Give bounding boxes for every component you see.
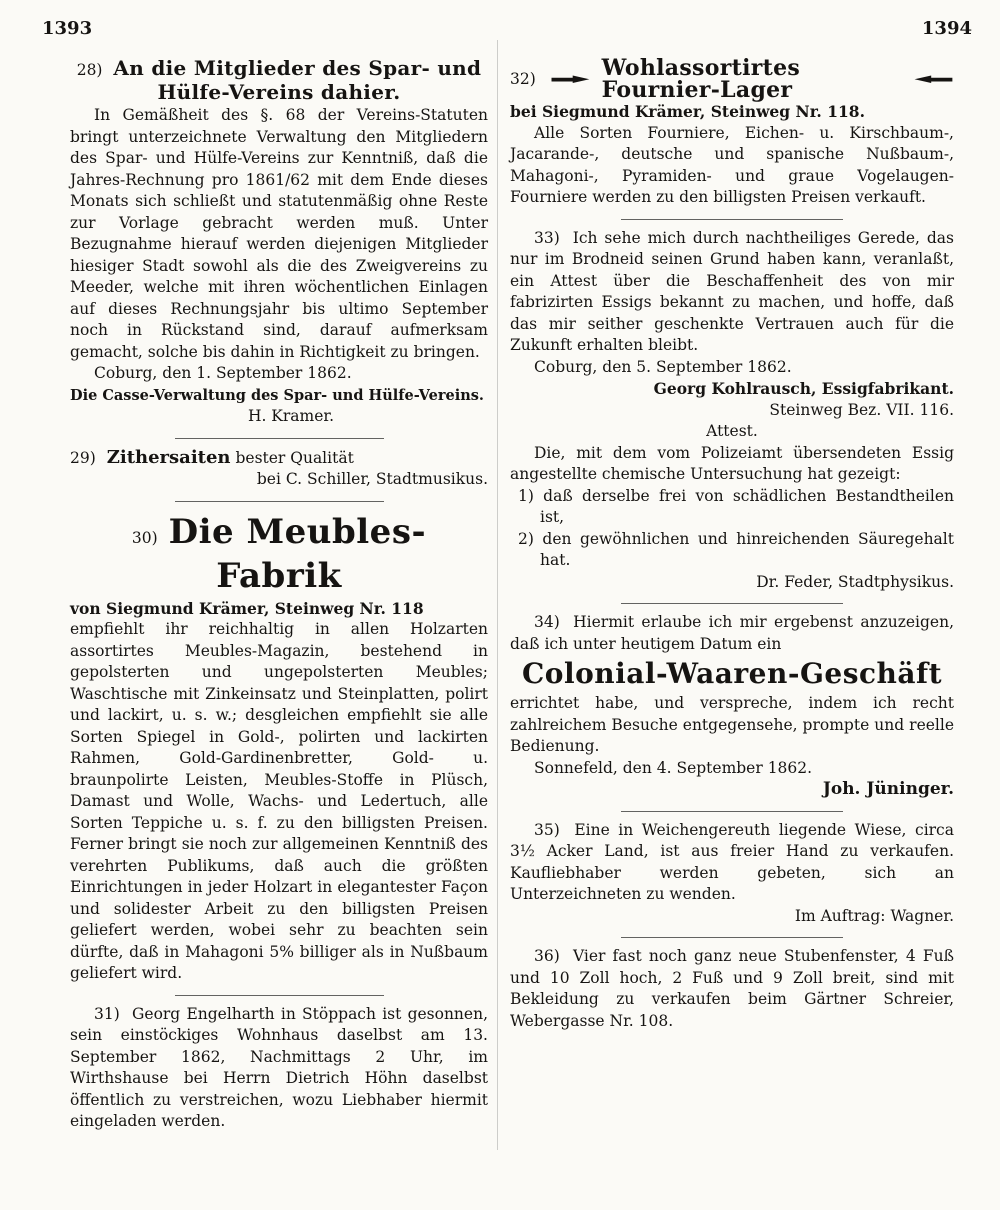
left-column (70, 58, 488, 1143)
ad-date: Coburg, den 5. September 1862. (534, 357, 792, 376)
ad-number: 34) (534, 613, 560, 631)
divider (621, 937, 843, 938)
ad-28 (70, 58, 488, 428)
divider (175, 995, 384, 996)
pointing-hand-icon (550, 71, 594, 89)
ad-body: In Gemäßheit des §. 68 der Vereins-Statuten bringt unterzeichnete Verwaltung den Mitgliedern des Spar- und Hülfe-Vereins zur Kenntniß, daß die Jahres-Rechnung pro 1861/62 mit dem Ende dieses Monats sich schließt und statutenmäßig ohne Reste zur Vorlage gebracht werden muß. Unter Bezugnahme hierauf werden diejenigen Mitglieder hiesiger Stadt sowohl als die des Zweigvereins zu Meeder, welche mit ihren wöchentlichen Einlagen auf dieses Rechnungsjahr bis ultimo September noch in Rückstand sind, darauf aufmerksam gemacht, solche bis dahin in Richtigkeit zu bringen. (70, 106, 488, 361)
ad-vendor: von Siegmund Krämer, Steinweg Nr. 118 (70, 598, 424, 618)
divider (621, 603, 843, 604)
ad-number: 32) (510, 69, 536, 88)
ad-text: bester Qualität (235, 448, 354, 467)
ad-signature: Georg Kohlrausch, Essigfabrikant. (653, 379, 954, 398)
attest-title: Attest. (706, 422, 758, 440)
ad-body: Ich sehe mich durch nachtheiliges Gerede, das nur im Brodneid seinen Grund haben kann, veranlaßt, ein Attest über die Beschaffenheit des von mir fabrizirten Essigs bekannt zu machen, und hoffe, daß das mir seither geschenkte Vertrauen auch für die Zukunft erhalten bleibt. (510, 228, 954, 354)
ad-34 (510, 612, 954, 801)
ad-number: 28) (76, 61, 103, 79)
ad-title: Wohlassortirtes Fournier-Lager (601, 55, 801, 103)
ad-33 (510, 228, 954, 594)
ad-body: errichtet habe, und verspreche, indem ich recht zahlreichem Besuche entgegensehe, prompte und reelle Bedienung. (510, 694, 954, 755)
divider (621, 811, 843, 812)
ad-signature: Im Auftrag: Wagner. (794, 906, 954, 925)
ad-number: 33) (534, 228, 560, 247)
ad-number: 35) (534, 820, 560, 839)
ad-35 (510, 820, 954, 928)
ad-title: An die Mitglieder des Spar- und Hülfe-Vereins dahier. (113, 56, 482, 104)
attest-signer: Dr. Feder, Stadtphysikus. (756, 572, 954, 591)
column-divider (497, 40, 498, 1150)
attest-item: 2) den gewöhnlichen und hinreichenden Säuregehalt hat. (518, 529, 954, 569)
ad-signature: Joh. Jüninger. (822, 779, 954, 799)
ad-body: empfiehlt ihr reichhaltig in allen Holzarten assortirtes Meubles-Magazin, bestehend in gepolsterten und ungepolsterten Meubles; Waschtische mit Zinkeinsatz und Steinplatten, polirt und lackirt, u. s. w.; desgleichen empfiehlt sie alle Sorten Spiegel in Gold-, polirten und lackirten Rahmen, Gold-Gardinenbretter, Gold- u. braunpolirte Leisten, Meubles-Stoffe in Plüsch, Damast und Wolle, Wachs- und Ledertuch, alle Sorten Teppiche u. s. f. zu den billigsten Preisen. Ferner bringt sie noch zur allgemeinen Kenntniß des verehrten Publikums, daß auch die größten Einrichtungen in jeder Holzart in elegantester Façon und solidester Arbeit zu den billigsten Preisen geliefert werden, wobei sehr zu beachten sein dürfte, daß in Mahagoni 5% billiger als in Nußbaum geliefert wird. (70, 620, 488, 982)
divider (621, 219, 843, 220)
page-number-left: 1393 (42, 18, 93, 39)
attest-body: Die, mit dem vom Polizeiamt übersendeten Essig angestellte chemische Untersuchung hat gezeigt: (510, 443, 954, 483)
ad-36 (510, 946, 954, 1032)
ad-title: Die Meubles-Fabrik (168, 511, 427, 596)
attest-item: 1) daß derselbe frei von schädlichen Bestandtheilen ist, (518, 486, 954, 526)
ad-title: Colonial-Waaren-Geschäft (522, 657, 942, 690)
ad-body: Vier fast noch ganz neue Stubenfenster, 4 Fuß und 10 Zoll hoch, 2 Fuß und 9 Zoll breit, sind mit Bekleidung zu verkaufen beim Gärtner Schreier, Webergasse Nr. 108. (510, 947, 954, 1030)
ad-31 (70, 1004, 488, 1133)
ad-date: Coburg, den 1. September 1862. (94, 364, 352, 382)
ad-address: Steinweg Bez. VII. 116. (769, 400, 954, 419)
ad-30 (70, 510, 488, 985)
page-number-right: 1394 (921, 18, 972, 39)
ad-vendor: bei Siegmund Krämer, Steinweg Nr. 118. (510, 102, 865, 121)
ad-title: Zithersaiten (106, 446, 231, 468)
pointing-hand-icon (910, 71, 954, 89)
ad-vendor: bei C. Schiller, Stadtmusikus. (256, 470, 488, 488)
right-column (510, 55, 954, 1042)
ad-29 (70, 447, 488, 491)
ad-signature: Die Casse-Verwaltung des Spar- und Hülfe-Vereins. (70, 386, 484, 404)
ad-date: Sonnefeld, den 4. September 1862. (534, 758, 813, 777)
ad-32 (510, 55, 954, 209)
divider (175, 438, 384, 439)
ad-number: 31) (94, 1004, 120, 1023)
ad-number: 36) (534, 947, 560, 965)
ad-body: Georg Engelharth in Stöppach ist gesonnen, sein einstöckiges Wohnhaus daselbst am 13. September 1862, Nachmittags 2 Uhr, im Wirthshause bei Herrn Dietrich Höhn daselbst öffentlich zu verstreichen, wozu Liebhaber hiermit eingeladen werden. (70, 1004, 488, 1130)
divider (175, 501, 384, 502)
ad-number: 29) (70, 448, 96, 467)
ad-body: Alle Sorten Fourniere, Eichen- u. Kirschbaum-, Jacarande-, deutsche und spanische Nußbaum-, Mahagoni-, Pyramiden- und graue Vogelaugen-Fourniere werden zu den billigsten Preisen verkauft. (510, 123, 954, 206)
ad-number: 30) (131, 528, 158, 547)
ad-intro: Hiermit erlaube ich mir ergebenst anzuzeigen, daß ich unter heutigem Datum ein (510, 613, 954, 653)
ad-signer: H. Kramer. (247, 407, 335, 425)
ad-body: Eine in Weichengereuth liegende Wiese, circa 3½ Acker Land, ist aus freier Hand zu verkaufen. Kaufliebhaber werden gebeten, sich an Unterzeichneten zu wenden. (510, 820, 954, 903)
